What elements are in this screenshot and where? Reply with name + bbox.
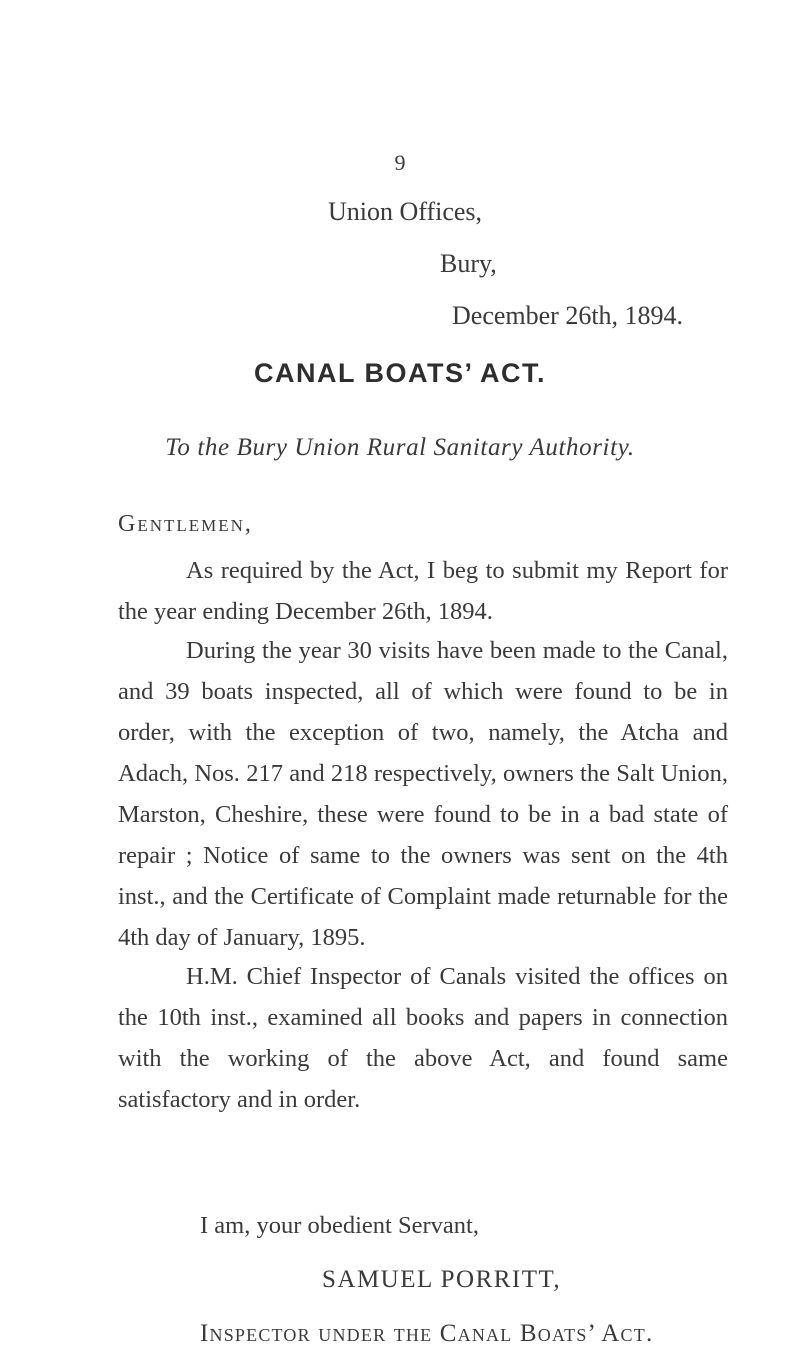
address-line-office: Union Offices,	[328, 197, 483, 226]
paragraph-text: H.M. Chief Inspector of Canals visited the offices on the 10th inst., examined all books and papers in connection with the working of the above Act, and found same satisfactory and in order.	[118, 963, 728, 1113]
paragraph-text: As required by the Act, I beg to submit my Report for the year ending December 26th, 1894.	[118, 557, 728, 625]
salutation: Gentlemen,	[118, 511, 253, 537]
letter-date: December 26th, 1894.	[452, 301, 684, 330]
address-line-town: Bury,	[440, 249, 497, 278]
document-title: CANAL BOATS’ ACT.	[253, 358, 546, 388]
signature-name: SAMUEL PORRITT,	[322, 1266, 562, 1293]
signature-title: Inspector under the Canal Boats’ Act.	[200, 1320, 654, 1347]
page-number: 9	[394, 150, 406, 175]
body-paragraph	[118, 956, 728, 1120]
closing-line: I am, your obedient Servant,	[200, 1212, 479, 1239]
body-paragraph	[118, 630, 728, 958]
paragraph-text: During the year 30 visits have been made to the Canal, and 39 boats inspected, all of which were found to be in order, with the exception of two, namely, the Atcha and Adach, Nos. 217 and 218 respectively, owners the Salt Union, Marston, Cheshire, these were found to be in a bad state of repair ; Notice of same to the owners was sent on the 4th inst., and the Certificate of Complaint made returnable for the 4th day of January, 1895.	[118, 637, 728, 951]
body-paragraph	[118, 550, 728, 632]
addressee-line: To the Bury Union Rural Sanitary Authority.	[165, 434, 635, 461]
